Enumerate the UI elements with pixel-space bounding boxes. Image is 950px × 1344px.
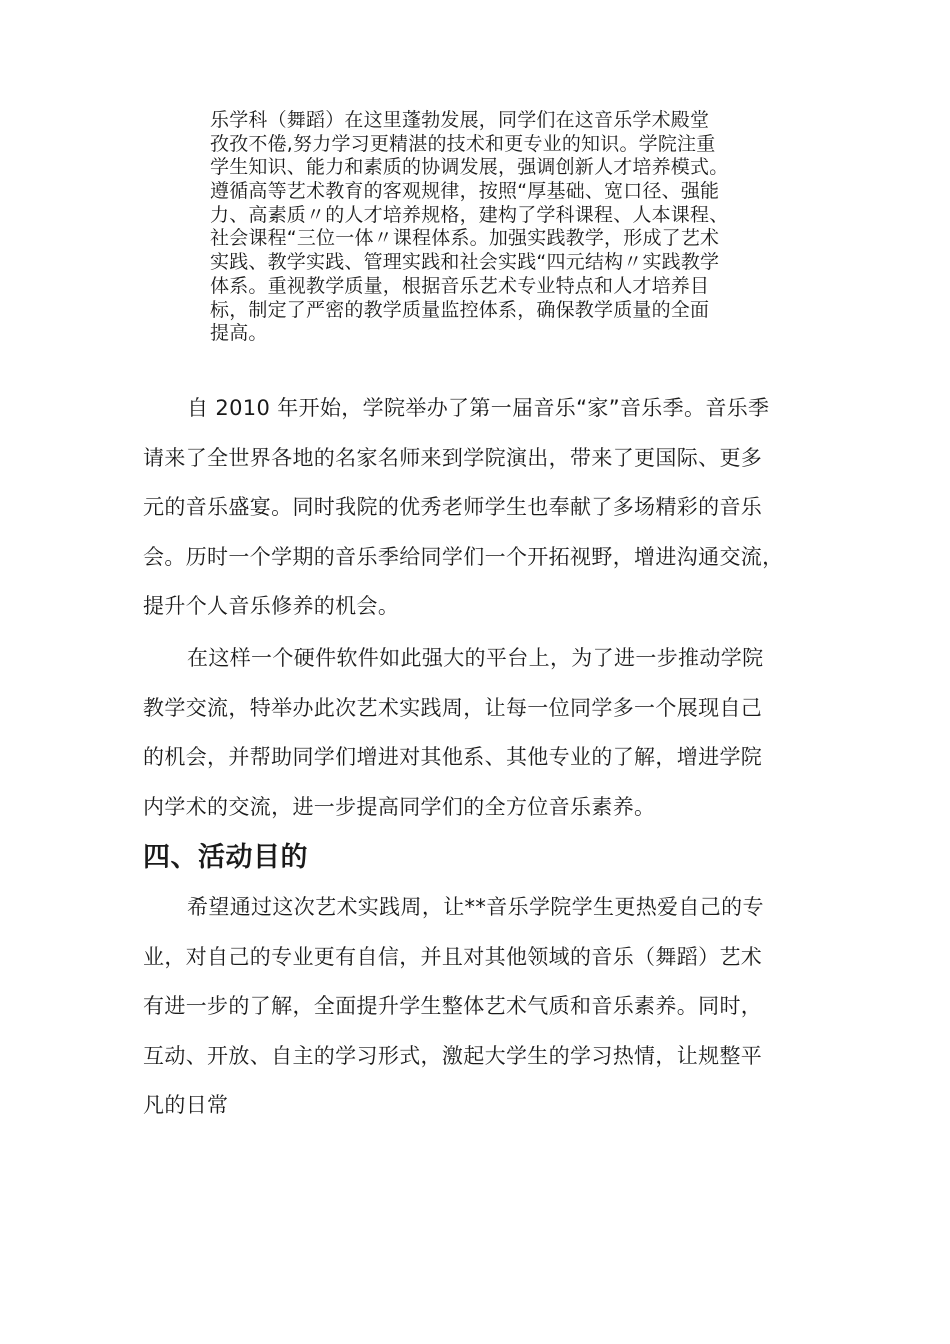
paragraph-line: 在这样一个硬件软件如此强大的平台上，为了进一步推动学院 (187, 646, 764, 670)
purpose-paragraph (143, 883, 843, 1131)
paragraph-line: 请来了全世界各地的名家名师来到学院演出，带来了更国际、更多 (143, 445, 763, 470)
quote-line: 遵循高等艺术教育的客观规律，按照“厚基础、宽口径、强能 (210, 180, 720, 203)
quote-line: 乐学科（舞蹈）在这里蓬勃发展，同学们在这音乐学术殿堂 (210, 109, 710, 131)
paragraph-line: 业，对自己的专业更有自信，并且对其他领域的音乐（舞蹈）艺术 (143, 944, 763, 969)
paragraph-line: 的机会，并帮助同学们增进对其他系、其他专业的了解，增进学院 (143, 745, 763, 769)
section-heading: 四、活动目的 (143, 842, 308, 873)
paragraph-line: 凡的日常 (143, 1093, 229, 1117)
paragraph-line: 有进一步的了解，全面提升学生整体艺术气质和音乐素养。同时， (143, 994, 763, 1018)
quote-line: 实践、教学实践、管理实践和社会实践“四元结构〃实践教学 (210, 251, 720, 274)
quote-line: 孜孜不倦,努力学习更精湛的技术和更专业的知识。学院注重 (210, 132, 716, 155)
platform-paragraph (143, 634, 843, 832)
music-season-paragraph (143, 384, 843, 632)
paragraph-line: 互动、开放、自主的学习形式，激起大学生的学习热情，让规整平 (143, 1043, 763, 1068)
paragraph-line: 提升个人音乐修养的机会。 (143, 594, 400, 618)
paragraph-line: 自 2010 年开始，学院举办了第一届音乐“家”音乐季。音乐季 (187, 396, 770, 420)
quoted-description-block (210, 109, 810, 346)
quote-line: 社会课程“三位一体〃课程体系。加强实践教学，形成了艺术 (210, 227, 720, 250)
quote-line: 学生知识、能力和素质的协调发展，强调创新人才培养模式。 (210, 156, 729, 179)
paragraph-line: 会。历时一个学期的音乐季给同学们一个开拓视野，增进沟通交流， (143, 544, 784, 569)
paragraph-line: 元的音乐盛宴。同时我院的优秀老师学生也奉献了多场精彩的音乐 (143, 495, 763, 519)
paragraph-line: 希望通过这次艺术实践周，让**音乐学院学生更热爱自己的专 (187, 895, 764, 919)
quote-line: 提高。 (210, 322, 268, 345)
paragraph-line: 内学术的交流，进一步提高同学们的全方位音乐素养。 (143, 794, 656, 819)
paragraph-line: 教学交流，特举办此次艺术实践周，让每一位同学多一个展现自己 (143, 695, 763, 720)
quote-line: 体系。重视教学质量，根据音乐艺术专业特点和人才培养目 (210, 274, 710, 297)
quote-line: 标，制定了严密的教学质量监控体系，确保教学质量的全面 (210, 298, 710, 321)
quote-line: 力、高素质〃的人才培养规格，建构了学科课程、人本课程、 (210, 203, 729, 226)
